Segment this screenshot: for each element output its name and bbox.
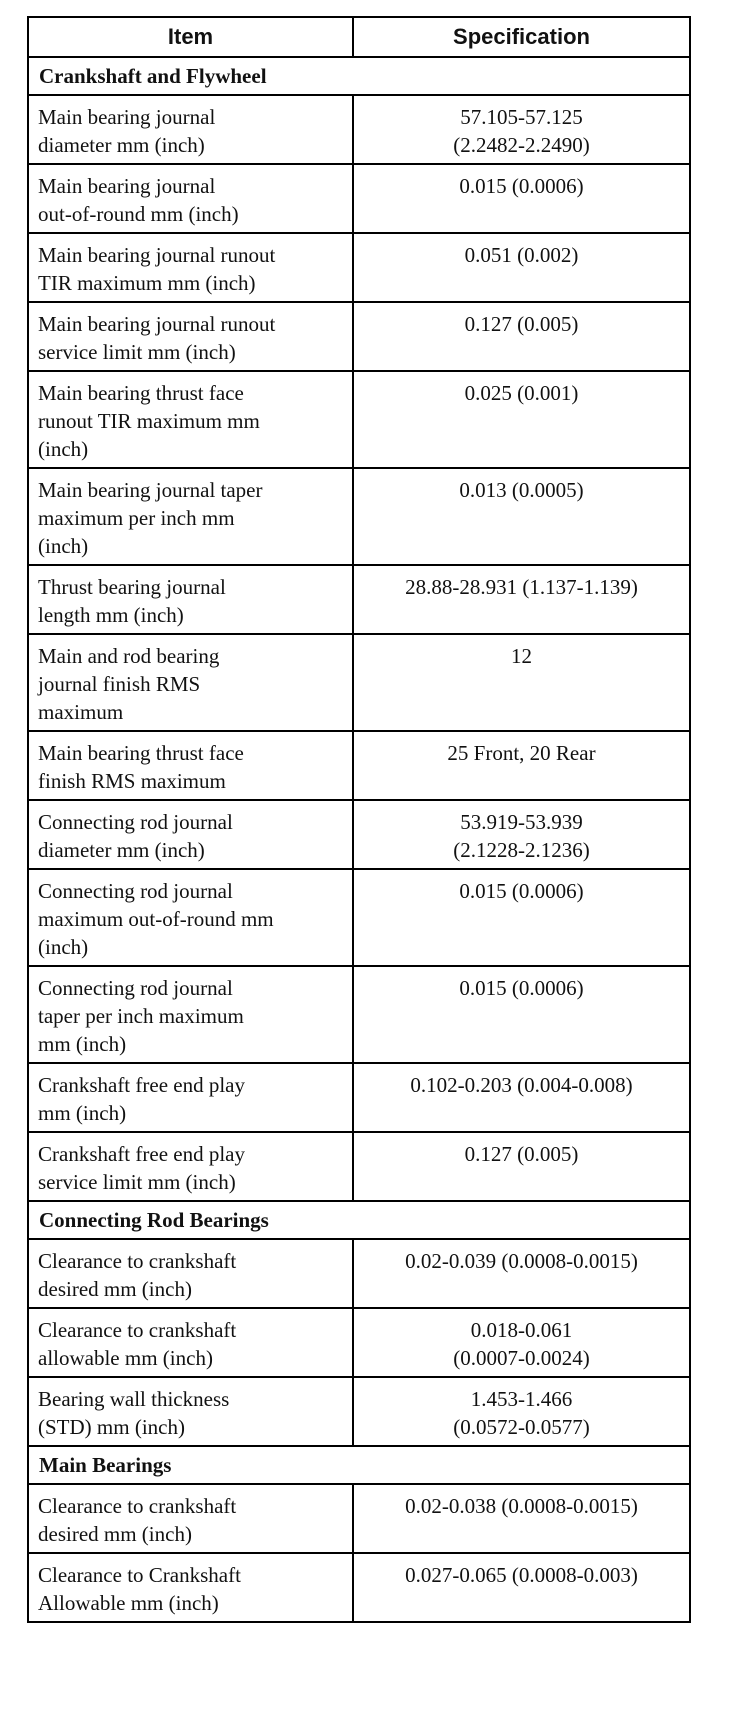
item-line: Main bearing thrust face — [38, 381, 244, 405]
table-row — [28, 95, 690, 164]
specification-line: 0.018-0.061 — [470, 1318, 573, 1342]
specification-cell — [353, 1132, 690, 1201]
item-cell — [28, 468, 353, 565]
specification-line: 0.127 (0.005) — [464, 1142, 579, 1166]
table-row — [28, 565, 690, 634]
item-cell — [28, 1132, 353, 1201]
specification-cell — [353, 731, 690, 800]
item-line: Clearance to Crankshaft — [38, 1563, 241, 1587]
specification-cell — [353, 800, 690, 869]
specification-line: 0.102-0.203 (0.004-0.008) — [410, 1073, 633, 1097]
specification-cell — [353, 1377, 690, 1446]
item-line: journal finish RMS — [38, 672, 201, 696]
item-line: desired mm (inch) — [38, 1277, 192, 1301]
specification-line: 0.02-0.038 (0.0008-0.0015) — [405, 1494, 638, 1518]
item-cell — [28, 565, 353, 634]
item-line: Thrust bearing journal — [38, 575, 226, 599]
item-cell — [28, 1308, 353, 1377]
section-heading: Crankshaft and Flywheel — [28, 57, 690, 95]
section-row — [28, 57, 690, 95]
item-line: Main bearing thrust face — [38, 741, 244, 765]
item-column-header: Item — [28, 17, 353, 57]
section-row — [28, 1201, 690, 1239]
specification-cell — [353, 371, 690, 468]
table-row — [28, 233, 690, 302]
specification-cell — [353, 1239, 690, 1308]
item-line: diameter mm (inch) — [38, 133, 205, 157]
item-cell — [28, 1484, 353, 1553]
table-row — [28, 468, 690, 565]
specification-column-header: Specification — [353, 17, 690, 57]
item-line: Main bearing journal runout — [38, 243, 276, 267]
specification-line: 53.919-53.939 — [460, 810, 583, 834]
item-line: maximum per inch mm — [38, 506, 235, 530]
table-row — [28, 966, 690, 1063]
item-line: service limit mm (inch) — [38, 1170, 236, 1194]
item-cell — [28, 302, 353, 371]
item-cell — [28, 869, 353, 966]
specification-cell — [353, 966, 690, 1063]
item-line: Main bearing journal runout — [38, 312, 276, 336]
item-cell — [28, 95, 353, 164]
specification-cell — [353, 233, 690, 302]
item-line: Main bearing journal taper — [38, 478, 263, 502]
specification-cell — [353, 1553, 690, 1622]
specification-line: 0.02-0.039 (0.0008-0.0015) — [405, 1249, 638, 1273]
table-row — [28, 1132, 690, 1201]
item-cell — [28, 233, 353, 302]
item-line: Connecting rod journal — [38, 810, 233, 834]
item-line: allowable mm (inch) — [38, 1346, 213, 1370]
item-line: diameter mm (inch) — [38, 838, 205, 862]
item-line: Clearance to crankshaft — [38, 1249, 237, 1273]
item-line: maximum — [38, 700, 124, 724]
item-line: taper per inch maximum — [38, 1004, 244, 1028]
item-line: Clearance to crankshaft — [38, 1494, 237, 1518]
item-line: Main bearing journal — [38, 105, 216, 129]
item-line: Main bearing journal — [38, 174, 216, 198]
item-line: TIR maximum mm (inch) — [38, 271, 256, 295]
item-cell — [28, 164, 353, 233]
item-line: Crankshaft free end play — [38, 1142, 245, 1166]
item-cell — [28, 731, 353, 800]
item-line: Main and rod bearing — [38, 644, 220, 668]
item-line: maximum out-of-round mm — [38, 907, 274, 931]
table-row — [28, 164, 690, 233]
item-line: Bearing wall thickness — [38, 1387, 230, 1411]
specification-table — [27, 16, 691, 1623]
item-line: service limit mm (inch) — [38, 340, 236, 364]
item-cell — [28, 1377, 353, 1446]
item-line: mm (inch) — [38, 1032, 127, 1056]
item-line: Allowable mm (inch) — [38, 1591, 219, 1615]
item-line: desired mm (inch) — [38, 1522, 192, 1546]
item-cell — [28, 1239, 353, 1308]
item-line: (inch) — [38, 534, 89, 558]
section-heading: Main Bearings — [28, 1446, 690, 1484]
specification-cell — [353, 95, 690, 164]
item-line: (inch) — [38, 437, 89, 461]
item-cell — [28, 1063, 353, 1132]
item-line: length mm (inch) — [38, 603, 184, 627]
item-line: Connecting rod journal — [38, 879, 233, 903]
specification-line: (2.2482-2.2490) — [453, 133, 590, 157]
table-row — [28, 1308, 690, 1377]
table-row — [28, 371, 690, 468]
specification-line: 0.015 (0.0006) — [459, 879, 584, 903]
specification-cell — [353, 1063, 690, 1132]
specification-cell — [353, 468, 690, 565]
item-line: (inch) — [38, 935, 89, 959]
table-row — [28, 869, 690, 966]
specification-cell — [353, 164, 690, 233]
item-line: mm (inch) — [38, 1101, 127, 1125]
item-cell — [28, 634, 353, 731]
specification-cell — [353, 565, 690, 634]
table-row — [28, 800, 690, 869]
specification-cell — [353, 302, 690, 371]
specification-line: (0.0007-0.0024) — [453, 1346, 590, 1370]
specification-cell — [353, 1308, 690, 1377]
table-body — [28, 57, 690, 1622]
item-line: finish RMS maximum — [38, 769, 226, 793]
specification-line: 1.453-1.466 — [470, 1387, 573, 1411]
item-line: out-of-round mm (inch) — [38, 202, 239, 226]
specification-line: 0.027-0.065 (0.0008-0.003) — [405, 1563, 638, 1587]
item-cell — [28, 966, 353, 1063]
specification-line: 0.025 (0.001) — [464, 381, 579, 405]
specification-line: 0.127 (0.005) — [464, 312, 579, 336]
item-line: Clearance to crankshaft — [38, 1318, 237, 1342]
table-row — [28, 1063, 690, 1132]
table-row — [28, 1553, 690, 1622]
table-row — [28, 1239, 690, 1308]
table-row — [28, 634, 690, 731]
item-line: Crankshaft free end play — [38, 1073, 245, 1097]
item-line: runout TIR maximum mm — [38, 409, 260, 433]
table-row — [28, 1484, 690, 1553]
item-cell — [28, 371, 353, 468]
specification-cell — [353, 634, 690, 731]
specification-line: 0.015 (0.0006) — [459, 174, 584, 198]
specification-line: 0.051 (0.002) — [464, 243, 579, 267]
header-row — [28, 17, 690, 57]
section-heading: Connecting Rod Bearings — [28, 1201, 690, 1239]
table-row — [28, 302, 690, 371]
table-row — [28, 731, 690, 800]
specification-line: 0.013 (0.0005) — [459, 478, 584, 502]
specification-line: (2.1228-2.1236) — [453, 838, 590, 862]
item-line: (STD) mm (inch) — [38, 1415, 185, 1439]
specification-line: (0.0572-0.0577) — [453, 1415, 590, 1439]
specification-line: 25 Front, 20 Rear — [447, 741, 596, 765]
item-cell — [28, 800, 353, 869]
specification-cell — [353, 869, 690, 966]
specification-line: 12 — [511, 644, 532, 668]
specification-line: 0.015 (0.0006) — [459, 976, 584, 1000]
table-row — [28, 1377, 690, 1446]
item-line: Connecting rod journal — [38, 976, 233, 1000]
specification-cell — [353, 1484, 690, 1553]
specification-line: 57.105-57.125 — [460, 105, 583, 129]
section-row — [28, 1446, 690, 1484]
specification-line: 28.88-28.931 (1.137-1.139) — [405, 575, 638, 599]
item-cell — [28, 1553, 353, 1622]
